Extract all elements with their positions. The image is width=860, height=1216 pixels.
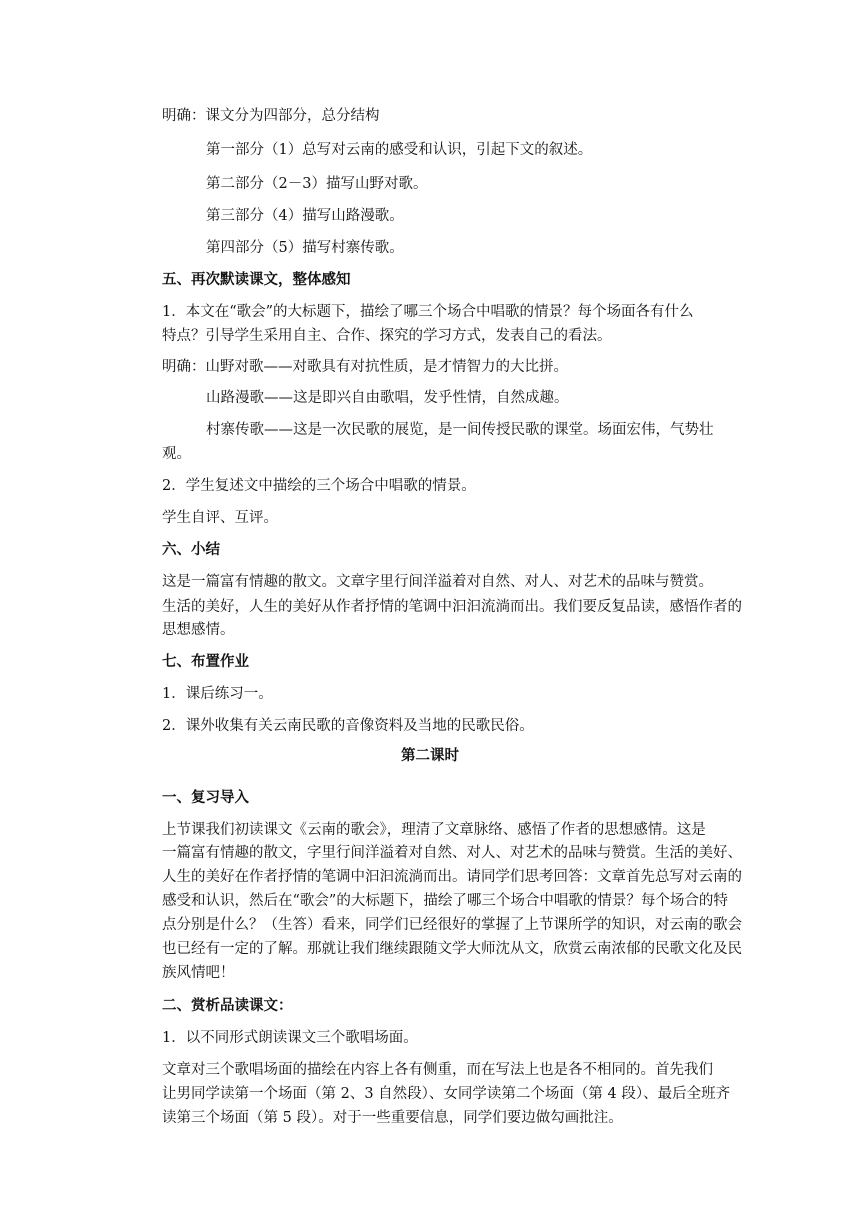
review-line-5: 点分别是什么？（生答）看来，同学们已经很好的掌握了上节课所学的知识，对云南的歌会 [162, 917, 742, 933]
summary-line-2: 生活的美好，人生的美好从作者抒情的笔调中汩汩流淌而出。我们要反复品读，感悟作者的 [162, 599, 742, 615]
analysis-line-2: 让男同学读第一个场面（第 2、3 自然段）、女同学读第二个场面（第 4 段）、最后全班齐 [162, 1086, 731, 1102]
section-heading-analysis: 二、赏析品读课文： [162, 998, 293, 1014]
summary-line-1: 这是一篇富有情趣的散文。文章字里行间洋溢着对自然、对人、对艺术的品味与赞赏。 [162, 574, 713, 590]
question-1-line-2: 特点？引导学生采用自主、合作、探究的学习方式，发表自己的看法。 [162, 328, 612, 344]
section-heading-7: 七、布置作业 [162, 654, 249, 670]
review-line-2: 一篇富有情趣的散文，字里行间洋溢着对自然、对人、对艺术的品味与赞赏。生活的美好、 [162, 845, 742, 861]
section-heading-5: 五、再次默读课文，整体感知 [162, 272, 351, 288]
analysis-line-3: 读第三个场面（第 5 段）。对于一些重要信息，同学们要边做勾画批注。 [162, 1110, 623, 1126]
clarify-village-song-cont: 观。 [162, 446, 191, 462]
self-evaluation: 学生自评、互评。 [162, 510, 278, 526]
question-1-line-1: 1．本文在“歌会”的大标题下，描绘了哪三个场合中唱歌的情景？每个场面各有什么 [162, 304, 694, 320]
lesson-two-title: 第二课时 [401, 748, 459, 764]
clarify-mountain-song: 明确：山野对歌——对歌具有对抗性质，是才情智力的大比拼。 [162, 359, 568, 375]
part-three: 第三部分（4）描写山路漫歌。 [206, 208, 404, 224]
question-2: 2．学生复述文中描绘的三个场合中唱歌的情景。 [162, 478, 476, 494]
summary-line-3: 思想感情。 [162, 622, 235, 638]
clarify-road-song: 山路漫歌——这是即兴自由歌唱，发乎性情，自然成趣。 [206, 390, 569, 406]
part-one: 第一部分（1）总写对云南的感受和认识，引起下文的叙述。 [206, 142, 593, 158]
analysis-item-1: 1．以不同形式朗读课文三个歌唱场面。 [162, 1030, 418, 1046]
review-line-4: 感受和认识，然后在“歌会”的大标题下，描绘了哪三个场合中唱歌的情景？每个场合的特 [162, 893, 728, 909]
clarify-village-song: 村寨传歌——这是一次民歌的展览，是一间传授民歌的课堂。场面宏伟，气势壮 [206, 422, 714, 438]
section-heading-review: 一、复习导入 [162, 790, 249, 806]
review-line-1: 上节课我们初读课文《云南的歌会》，理清了文章脉络、感悟了作者的思想感情。这是 [162, 822, 706, 838]
analysis-line-1: 文章对三个歌唱场面的描绘在内容上各有侧重，而在写法上也是各不相同的。首先我们 [162, 1062, 713, 1078]
review-line-7: 族风情吧！ [162, 965, 235, 981]
review-line-3: 人生的美好在作者抒情的笔调中汩汩流淌而出。请同学们思考回答：文章首先总写对云南的 [162, 869, 742, 885]
section-heading-6: 六、小结 [162, 542, 220, 558]
homework-1: 1．课后练习一。 [162, 686, 273, 702]
clarify-structure: 明确：课文分为四部分，总分结构 [162, 108, 380, 124]
part-four: 第四部分（5）描写村寨传歌。 [206, 240, 404, 256]
homework-2: 2．课外收集有关云南民歌的音像资料及当地的民歌民俗。 [162, 718, 534, 734]
review-line-6: 也已经有一定的了解。那就让我们继续跟随文学大师沈从文，欣赏云南浓郁的民歌文化及民 [162, 941, 742, 957]
part-two: 第二部分（2－3）描写山野对歌。 [206, 176, 428, 192]
